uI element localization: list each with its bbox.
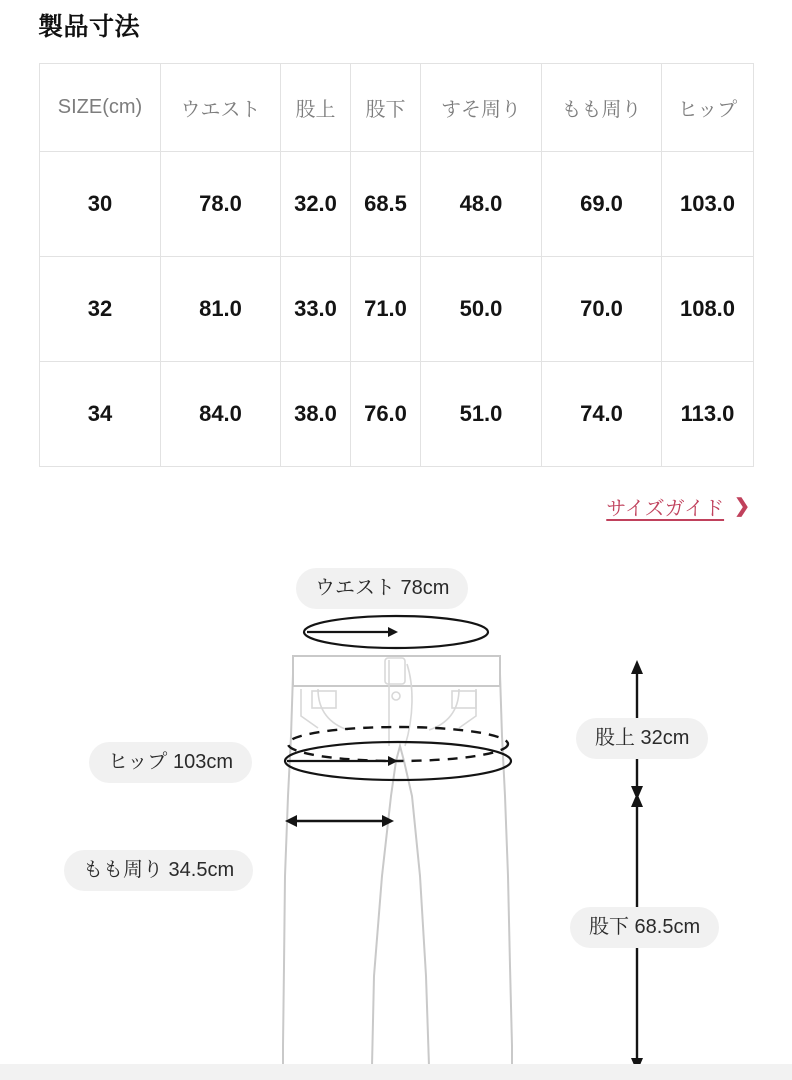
table-header <box>40 64 754 152</box>
table-header-hip: ヒップ <box>662 64 754 152</box>
table-header-hem: すそ周り <box>421 64 542 152</box>
cell-size: 32 <box>40 257 161 362</box>
callout-hip: ヒップ 103cm <box>89 742 252 783</box>
bottom-divider <box>0 1064 792 1080</box>
callout-rise: 股上 32cm <box>576 718 708 759</box>
table-header-inseam: 股下 <box>351 64 421 152</box>
cell-thigh: 70.0 <box>542 257 662 362</box>
cell-rise: 33.0 <box>281 257 351 362</box>
cell-hem: 51.0 <box>421 362 542 467</box>
size-measurements-table <box>39 63 754 467</box>
callout-waist: ウエスト 78cm <box>296 568 468 609</box>
chevron-right-icon: ❯ <box>734 496 750 517</box>
cell-inseam: 71.0 <box>351 257 421 362</box>
table-row <box>40 152 754 257</box>
cell-hem: 50.0 <box>421 257 542 362</box>
cell-rise: 32.0 <box>281 152 351 257</box>
cell-rise: 38.0 <box>281 362 351 467</box>
cell-hem: 48.0 <box>421 152 542 257</box>
pants-illustration <box>0 546 792 1080</box>
cell-thigh: 69.0 <box>542 152 662 257</box>
cell-inseam: 68.5 <box>351 152 421 257</box>
cell-inseam: 76.0 <box>351 362 421 467</box>
cell-hip: 103.0 <box>662 152 754 257</box>
callout-inseam: 股下 68.5cm <box>570 907 719 948</box>
cell-waist: 78.0 <box>161 152 281 257</box>
cell-hip: 108.0 <box>662 257 754 362</box>
table-header-row <box>40 64 754 152</box>
cell-thigh: 74.0 <box>542 362 662 467</box>
cell-size: 34 <box>40 362 161 467</box>
table-body <box>40 152 754 467</box>
size-guide-label: サイズガイド <box>606 498 725 520</box>
callout-thigh: もも周り 34.5cm <box>64 850 253 891</box>
page-title: 製品寸法 <box>38 12 141 41</box>
table-header-rise: 股上 <box>281 64 351 152</box>
table-row <box>40 362 754 467</box>
cell-size: 30 <box>40 152 161 257</box>
size-guide-link[interactable] <box>606 492 750 521</box>
table-row <box>40 257 754 362</box>
cell-waist: 84.0 <box>161 362 281 467</box>
cell-waist: 81.0 <box>161 257 281 362</box>
table-header-size: SIZE(cm) <box>40 64 161 152</box>
measurement-diagram <box>0 546 792 1080</box>
cell-hip: 113.0 <box>662 362 754 467</box>
table-header-thigh: もも周り <box>542 64 662 152</box>
table-header-waist: ウエスト <box>161 64 281 152</box>
